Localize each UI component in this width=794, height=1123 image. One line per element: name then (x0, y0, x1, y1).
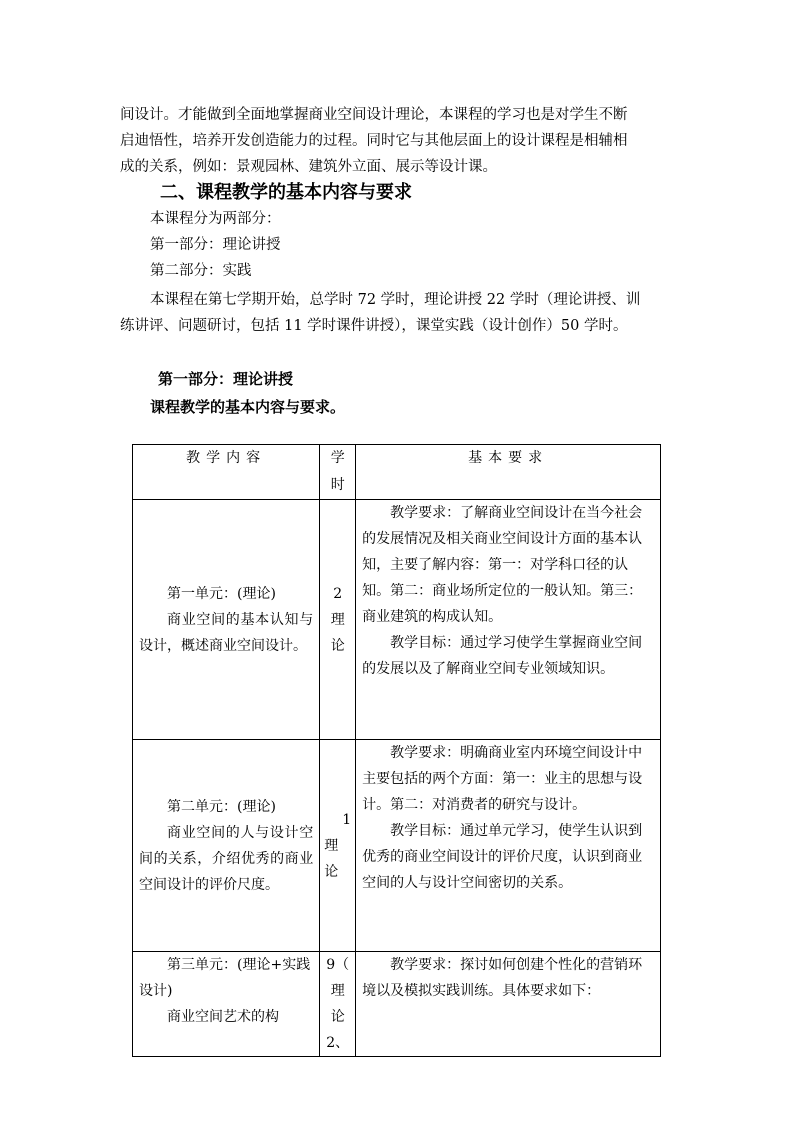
part-title: 第一部分：理论讲授 (158, 370, 294, 388)
hours-number: 1 (342, 811, 352, 828)
unit-body: 商业空间的基本认知与设计，概述商业空间设计。 (139, 611, 314, 654)
row-requirements (356, 500, 661, 740)
header-requirements: 基本要求 (356, 445, 661, 500)
row-requirements (356, 952, 661, 1057)
paragraph-hours-line-2: 练讲评、问题研讨，包括 11 学时课件讲授），课堂实践（设计创作）50 学时。 (120, 318, 628, 334)
requirement-text: 教学要求：探讨如何创建个性化的营销环境以及模拟实践训练。具体要求如下： (362, 957, 643, 999)
header-hours: 学时 (320, 445, 356, 500)
section-title: 二、课程教学的基本内容与要求 (160, 182, 412, 203)
table-row (133, 740, 661, 952)
paragraph-parts: 本课程分为两部分： (150, 211, 281, 227)
row-hours: 9（ 理论 2、 (320, 952, 356, 1057)
header-content: 教学内容 (133, 445, 320, 500)
paragraph-part-two: 第二部分：实践 (150, 263, 252, 279)
hours-label: 理论 (324, 837, 339, 880)
table-row (133, 952, 661, 1057)
row-content (133, 740, 320, 952)
row-hours (320, 740, 356, 952)
row-content (133, 500, 320, 740)
objective-text: 教学目标：通过学习使学生掌握商业空间的发展以及了解商业空间专业领域知识。 (362, 635, 643, 677)
unit-title: 第一单元：(理论) (167, 585, 276, 602)
objective-text: 教学目标：通过单元学习，使学生认识到优秀的商业空间设计的评价尺度，认识到商业空间的人与设计空间密切的关系。 (362, 823, 643, 891)
intro-line-3: 成的关系，例如：景观园林、建筑外立面、展示等设计课。 (120, 159, 497, 175)
requirement-text: 教学要求：明确商业室内环境空间设计中主要包括的两个方面：第一：业主的思想与设计。第二：对消费者的研究与设计。 (362, 745, 643, 813)
unit-body: 商业空间的人与设计空间的关系，介绍优秀的商业空间设计的评价尺度。 (139, 824, 314, 893)
intro-line-2: 启迪悟性，培养开发创造能力的过程。同时它与其他层面上的设计课程是相辅相 (120, 133, 628, 149)
intro-line-1: 间设计。才能做到全面地掌握商业空间设计理论，本课程的学习也是对学生不断 (120, 107, 628, 123)
requirement-text: 教学要求：了解商业空间设计在当今社会的发展情况及相关商业空间设计方面的基本认知，主要了解内容：第一：对学科口径的认知。第二：商业场所定位的一般认知。第三：商业建筑的构成认知。 (362, 505, 643, 625)
row-requirements (356, 740, 661, 952)
paragraph-hours-line-1: 本课程在第七学期开始，总学时 72 学时，理论讲授 22 学时（理论讲授、训 (150, 292, 641, 308)
unit-title: 第三单元：(理论+实践设计) (139, 957, 311, 999)
row-hours: 2 理论 (320, 500, 356, 740)
paragraph-part-one: 第一部分：理论讲授 (150, 237, 281, 253)
course-content-table (132, 444, 661, 1057)
row-content (133, 952, 320, 1057)
unit-title: 第二单元：(理论) (167, 798, 276, 815)
table-row (133, 500, 661, 740)
unit-body: 商业空间艺术的构 (167, 1009, 279, 1025)
table-header-row (133, 445, 661, 500)
part-subtitle: 课程教学的基本内容与要求。 (150, 398, 346, 416)
